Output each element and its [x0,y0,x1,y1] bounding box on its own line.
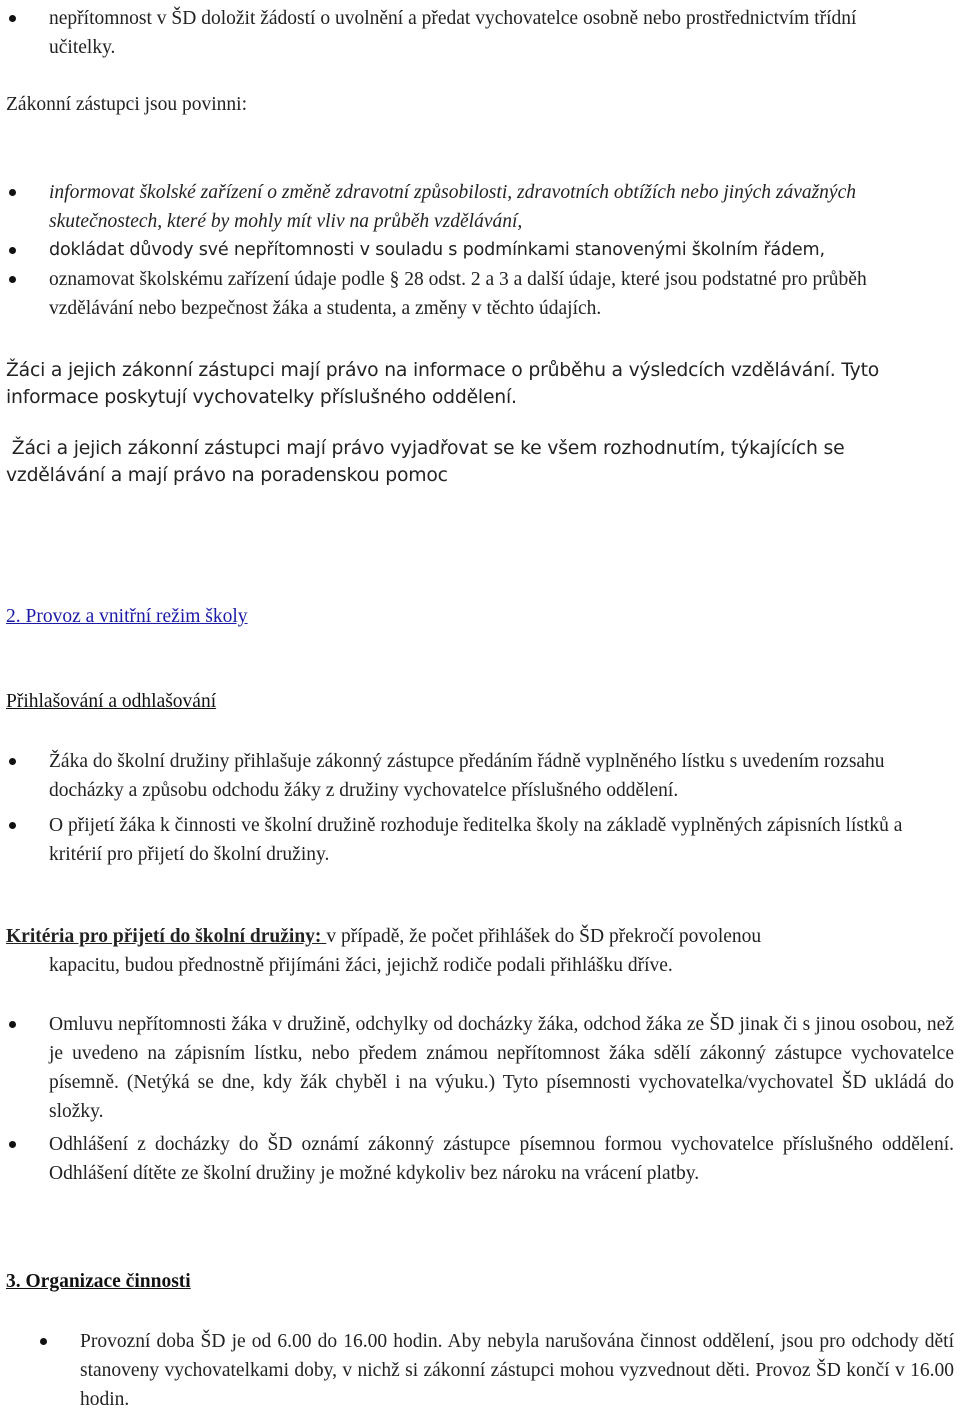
list-item-text: oznamovat školskému zařízení údaje podle § 28 odst. 2 a 3 a další údaje, které jsou podstatné pro průběh vzdělávání nebo bezpečnost žáka a studenta, a změny v těchto údajích. [49,269,867,319]
sub-title: Přihlašování a odhlašování [6,691,217,712]
bullet-icon [9,822,16,829]
bullet-icon [9,1141,16,1148]
list-item [0,1130,960,1188]
list-item-text: Odhlášení z docházky do ŠD oznámí zákonný zástupce písemnou formou vychovatelce příslušného oddělení. Odhlášení dítěte ze školní družiny je možné kdykoliv bez nároku na vrácení platby. [49,1134,954,1184]
bullet-icon [9,758,16,765]
criteria-label: Kritéria pro přijetí do školní družiny: [6,926,322,947]
bullet-icon [9,1021,16,1028]
criteria-line-2: kapacitu, budou přednostně přijímáni žáci, jejichž rodiče podali přihlášku dříve. [49,955,673,976]
duties-list [0,178,960,323]
list-item-text: Omluvu nepřítomnosti žáka v družině, odchylky od docházky žáka, odchod žáka ze ŠD jinak či s jinou osobou, než je uvedeno na zápisním lístku, nebo předem známou nepřítomnost žáka sdělí zákonný zástupce vychovatelce písemně. (Netýká se dne, kdy žák chyběl i na výuku.) Tyto písemnosti vychovatelka/vychovatel ŠD ukládá do složky. [49,1014,954,1122]
bullet-icon [9,276,16,283]
bullet-icon [9,189,16,196]
section-heading [0,602,254,631]
list-item [0,178,960,236]
rights-express-paragraph: Žáci a jejich zákonní zástupci mají právo vyjadřovat se ke všem rozhodnutím, týkajících se vzdělávání a mají právo na poradenskou pomoc [6,438,851,486]
list-item-text: informovat školské zařízení o změně zdravotní způsobilosti, zdravotních obtížích nebo jiných závažných skutečnostech, které by mohly mít vliv na průběh vzdělávání, [49,182,856,232]
list-item [0,747,960,805]
list-item [0,265,960,323]
subsection-heading [0,687,222,716]
list-item-text: O přijetí žáka k činnosti ve školní družině rozhoduje ředitelka školy na základě vyplněných zápisních lístků a kritérií pro přijetí do školní družiny. [49,815,903,865]
section3-title: 3. Organizace činnosti [6,1271,191,1292]
bullet-icon [9,15,16,22]
list-item-text: Žáka do školní družiny přihlašuje zákonný zástupce předáním řádně vyplněného lístku s uvedením rozsahu docházky a způsobu odchodu žáky z družiny vychovatelce příslušného oddělení. [49,751,885,801]
list-item [0,236,960,265]
bullet-icon [9,247,16,254]
criteria-text: v případě, že počet přihlášek do ŠD překročí povolenou [326,926,762,947]
bullet-icon [40,1338,47,1345]
criteria-paragraph [0,922,960,980]
list-item-text: Provozní doba ŠD je od 6.00 do 16.00 hodin. Aby nebyla narušována činnost oddělení, jsou pro odchody dětí stanoveny vychovatelkami doby, v nichž si zákonní zástupci mohou vyzvednout děti. Provoz ŠD končí v 16.00 hodin. [80,1331,954,1410]
list-item [0,4,900,62]
rights-info-paragraph: Žáci a jejich zákonní zástupci mají právo na informace o průběhu a výsledcích vzdělávání. Tyto informace poskytují vychovatelky příslušného oddělení. [6,360,880,408]
list-item-text: nepřítomnost v ŠD doložit žádostí o uvolnění a předat vychovatelce osobně nebo prostřednictvím třídní učitelky. [49,8,857,58]
list-item [0,811,960,869]
section2-title-link[interactable]: 2. Provoz a vnitřní režim školy [6,606,248,627]
absence-list [0,1010,960,1188]
list-item [0,1327,960,1414]
section-heading [0,1267,197,1296]
duties-intro: Zákonní zástupci jsou povinni: [6,94,248,115]
enrol-list [0,747,960,869]
list-item [0,1010,960,1126]
list-item-text: dokládat důvody své nepřítomnosti v souladu s podmínkami stanovenými školním řádem, [49,240,825,260]
org-list [0,1327,960,1414]
top-list [0,4,900,62]
criteria-line [0,922,960,951]
